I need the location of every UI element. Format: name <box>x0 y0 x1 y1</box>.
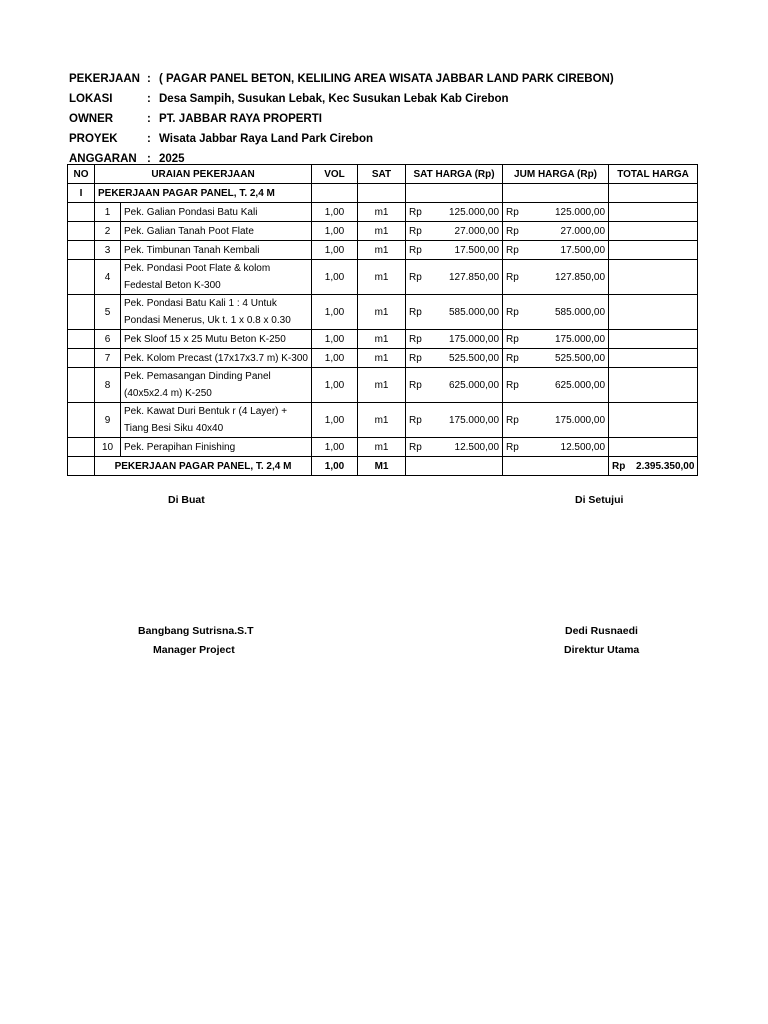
item-vol: 1,00 <box>312 295 358 330</box>
empty-cell <box>68 260 95 295</box>
empty-cell <box>609 295 698 330</box>
header-separator: : <box>147 133 151 145</box>
table-row <box>68 403 698 438</box>
item-no: 1 <box>95 203 121 222</box>
item-vol: 1,00 <box>312 368 358 403</box>
header-separator: : <box>147 113 151 125</box>
item-description: Pek. Galian Pondasi Batu Kali <box>121 203 312 222</box>
item-jum-harga: 175.000,00 <box>525 403 609 438</box>
item-sat-harga-currency: Rp <box>406 330 428 349</box>
item-sat-harga: 175.000,00 <box>428 330 503 349</box>
item-vol: 1,00 <box>312 330 358 349</box>
item-sat-harga: 127.850,00 <box>428 260 503 295</box>
total-row <box>68 457 698 476</box>
item-sat-harga-currency: Rp <box>406 438 428 457</box>
item-description: Pek. Timbunan Tanah Kembali <box>121 241 312 260</box>
empty-cell <box>609 222 698 241</box>
prepared-by-name: Bangbang Sutrisna.S.T <box>138 625 254 637</box>
item-no: 7 <box>95 349 121 368</box>
empty-cell <box>68 203 95 222</box>
section-row <box>68 184 698 203</box>
empty-cell <box>609 184 698 203</box>
item-jum-harga-currency: Rp <box>503 330 525 349</box>
item-sat: m1 <box>358 260 406 295</box>
header-value: 2025 <box>159 153 185 165</box>
table-row <box>68 260 698 295</box>
item-no: 8 <box>95 368 121 403</box>
item-jum-harga: 12.500,00 <box>525 438 609 457</box>
col-header-jum-harga: JUM HARGA (Rp) <box>503 165 609 184</box>
header-value: Wisata Jabbar Raya Land Park Cirebon <box>159 133 373 145</box>
item-no: 2 <box>95 222 121 241</box>
total-vol: 1,00 <box>312 457 358 476</box>
empty-cell <box>609 241 698 260</box>
item-description: Pek. Kolom Precast (17x17x3.7 m) K-300 <box>121 349 312 368</box>
item-vol: 1,00 <box>312 203 358 222</box>
item-sat-harga-currency: Rp <box>406 203 428 222</box>
total-currency: Rp <box>612 460 626 472</box>
item-jum-harga: 17.500,00 <box>525 241 609 260</box>
empty-cell <box>68 349 95 368</box>
item-no: 9 <box>95 403 121 438</box>
header-label: PEKERJAAN <box>69 73 140 85</box>
table-row <box>68 241 698 260</box>
col-header-uraian: URAIAN PEKERJAAN <box>95 165 312 184</box>
item-jum-harga: 125.000,00 <box>525 203 609 222</box>
grand-total-value: 2.395.350,00 <box>636 460 695 472</box>
item-vol: 1,00 <box>312 349 358 368</box>
header-separator: : <box>147 73 151 85</box>
item-no: 10 <box>95 438 121 457</box>
empty-cell <box>68 222 95 241</box>
header-row-pekerjaan <box>69 72 709 92</box>
table-row <box>68 368 698 403</box>
cost-estimate-table <box>67 164 698 476</box>
header-label: OWNER <box>69 113 114 125</box>
item-no: 3 <box>95 241 121 260</box>
empty-cell <box>609 368 698 403</box>
empty-cell <box>609 349 698 368</box>
item-sat: m1 <box>358 241 406 260</box>
item-jum-harga-currency: Rp <box>503 349 525 368</box>
empty-cell <box>609 330 698 349</box>
item-sat-harga-currency: Rp <box>406 349 428 368</box>
table-header-row <box>68 165 698 184</box>
item-description: Pek. Pondasi Poot Flate & kolom Fedestal Beton K-300 <box>121 260 312 295</box>
item-sat: m1 <box>358 438 406 457</box>
item-sat-harga-currency: Rp <box>406 241 428 260</box>
total-label: PEKERJAAN PAGAR PANEL, T. 2,4 M <box>95 457 312 476</box>
document-header <box>69 72 709 172</box>
item-sat: m1 <box>358 203 406 222</box>
item-jum-harga-currency: Rp <box>503 368 525 403</box>
item-description: Pek Sloof 15 x 25 Mutu Beton K-250 <box>121 330 312 349</box>
item-no: 6 <box>95 330 121 349</box>
empty-cell <box>609 203 698 222</box>
item-vol: 1,00 <box>312 241 358 260</box>
item-jum-harga-currency: Rp <box>503 403 525 438</box>
section-no: I <box>68 184 95 203</box>
prepared-by-title: Manager Project <box>153 644 235 656</box>
item-sat: m1 <box>358 330 406 349</box>
header-row-proyek <box>69 132 709 152</box>
item-sat: m1 <box>358 349 406 368</box>
item-jum-harga-currency: Rp <box>503 295 525 330</box>
col-header-vol: VOL <box>312 165 358 184</box>
item-jum-harga: 175.000,00 <box>525 330 609 349</box>
header-row-owner <box>69 112 709 132</box>
item-sat-harga-currency: Rp <box>406 222 428 241</box>
item-sat-harga: 585.000,00 <box>428 295 503 330</box>
item-sat: m1 <box>358 222 406 241</box>
item-description: Pek. Pondasi Batu Kali 1 : 4 Untuk Pondasi Menerus, Uk t. 1 x 0.8 x 0.30 <box>121 295 312 330</box>
empty-cell <box>68 368 95 403</box>
header-value: Desa Sampih, Susukan Lebak, Kec Susukan Lebak Kab Cirebon <box>159 93 509 105</box>
empty-cell <box>68 457 95 476</box>
item-sat-harga: 625.000,00 <box>428 368 503 403</box>
item-sat-harga: 175.000,00 <box>428 403 503 438</box>
item-sat-harga-currency: Rp <box>406 295 428 330</box>
header-label: ANGGARAN <box>69 153 137 165</box>
item-no: 4 <box>95 260 121 295</box>
item-jum-harga: 585.000,00 <box>525 295 609 330</box>
col-header-sat: SAT <box>358 165 406 184</box>
approved-by-name: Dedi Rusnaedi <box>565 625 638 637</box>
item-description: Pek. Pemasangan Dinding Panel (40x5x2.4 m) K-250 <box>121 368 312 403</box>
item-description: Pek. Perapihan Finishing <box>121 438 312 457</box>
item-description: Pek. Kawat Duri Bentuk r (4 Layer) + Tiang Besi Siku 40x40 <box>121 403 312 438</box>
col-header-sat-harga: SAT HARGA (Rp) <box>406 165 503 184</box>
item-description: Pek. Galian Tanah Poot Flate <box>121 222 312 241</box>
item-vol: 1,00 <box>312 260 358 295</box>
item-vol: 1,00 <box>312 438 358 457</box>
table-row <box>68 222 698 241</box>
item-jum-harga-currency: Rp <box>503 241 525 260</box>
total-sat: M1 <box>358 457 406 476</box>
item-no: 5 <box>95 295 121 330</box>
col-header-total: TOTAL HARGA <box>609 165 698 184</box>
empty-cell <box>358 184 406 203</box>
item-sat-harga-currency: Rp <box>406 260 428 295</box>
item-jum-harga: 525.500,00 <box>525 349 609 368</box>
item-jum-harga: 127.850,00 <box>525 260 609 295</box>
col-header-no: NO <box>68 165 95 184</box>
empty-cell <box>609 260 698 295</box>
empty-cell <box>68 330 95 349</box>
item-sat: m1 <box>358 368 406 403</box>
item-sat-harga: 525.500,00 <box>428 349 503 368</box>
table-row <box>68 295 698 330</box>
empty-cell <box>406 457 503 476</box>
empty-cell <box>503 457 609 476</box>
empty-cell <box>609 438 698 457</box>
empty-cell <box>609 403 698 438</box>
header-value: ( PAGAR PANEL BETON, KELILING AREA WISATA JABBAR LAND PARK CIREBON) <box>159 73 614 85</box>
empty-cell <box>68 241 95 260</box>
empty-cell <box>312 184 358 203</box>
empty-cell <box>406 184 503 203</box>
table-row <box>68 349 698 368</box>
item-sat: m1 <box>358 295 406 330</box>
item-jum-harga-currency: Rp <box>503 203 525 222</box>
item-vol: 1,00 <box>312 222 358 241</box>
item-jum-harga-currency: Rp <box>503 438 525 457</box>
table-row <box>68 330 698 349</box>
empty-cell <box>68 438 95 457</box>
item-vol: 1,00 <box>312 403 358 438</box>
item-sat-harga: 17.500,00 <box>428 241 503 260</box>
header-label: LOKASI <box>69 93 113 105</box>
item-sat-harga: 27.000,00 <box>428 222 503 241</box>
table-row <box>68 203 698 222</box>
item-sat: m1 <box>358 403 406 438</box>
item-sat-harga-currency: Rp <box>406 403 428 438</box>
header-separator: : <box>147 153 151 165</box>
item-jum-harga-currency: Rp <box>503 222 525 241</box>
grand-total-cell <box>609 457 698 476</box>
empty-cell <box>503 184 609 203</box>
table-row <box>68 438 698 457</box>
header-label: PROYEK <box>69 133 118 145</box>
header-row-lokasi <box>69 92 709 112</box>
item-sat-harga-currency: Rp <box>406 368 428 403</box>
empty-cell <box>68 295 95 330</box>
item-jum-harga: 27.000,00 <box>525 222 609 241</box>
prepared-by-caption: Di Buat <box>168 494 205 506</box>
item-sat-harga: 12.500,00 <box>428 438 503 457</box>
approved-by-caption: Di Setujui <box>575 494 624 506</box>
item-jum-harga-currency: Rp <box>503 260 525 295</box>
empty-cell <box>68 403 95 438</box>
header-separator: : <box>147 93 151 105</box>
item-jum-harga: 625.000,00 <box>525 368 609 403</box>
section-title: PEKERJAAN PAGAR PANEL, T. 2,4 M <box>95 184 312 203</box>
approved-by-title: Direktur Utama <box>564 644 640 656</box>
item-sat-harga: 125.000,00 <box>428 203 503 222</box>
header-value: PT. JABBAR RAYA PROPERTI <box>159 113 322 125</box>
